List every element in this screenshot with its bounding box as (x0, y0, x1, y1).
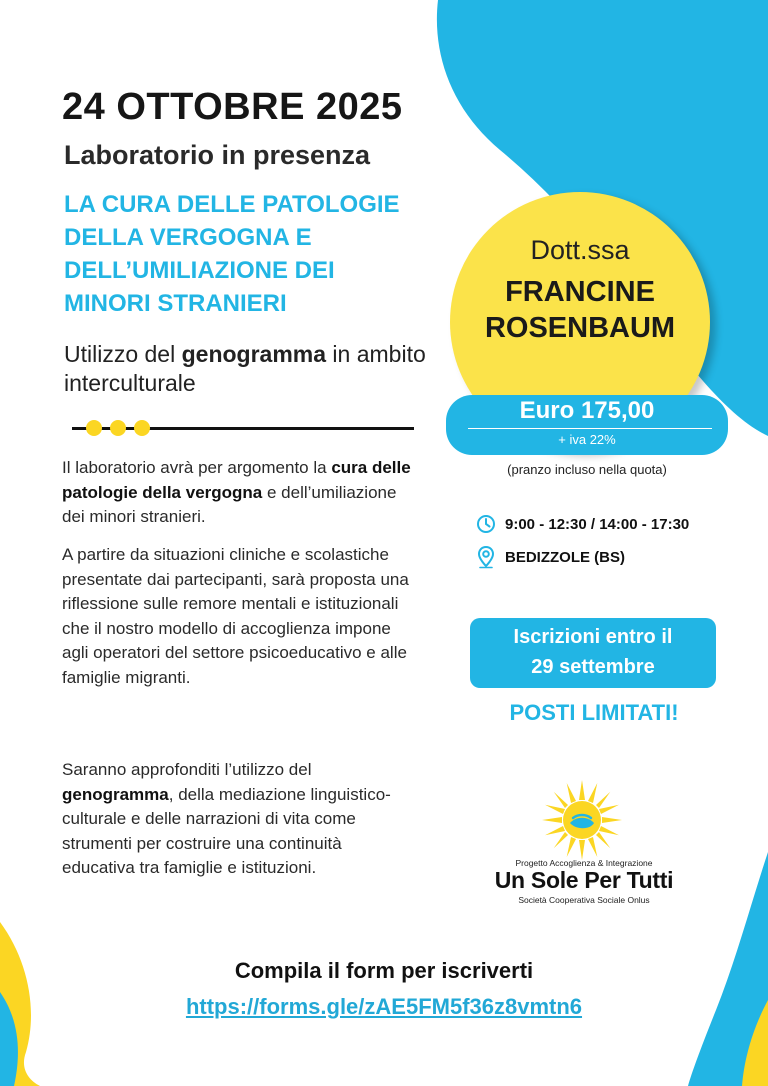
logo-tagline: Progetto Accoglienza & Integrazione (515, 858, 653, 868)
logo-name: Un Sole Per Tutti (494, 867, 674, 893)
genogram-pre: Utilizzo del (64, 341, 182, 367)
price-note: (pranzo incluso nella quota) (507, 462, 667, 477)
topic-line: DELLA VERGOGNA E (64, 224, 312, 251)
event-format: Laboratorio in presenza (64, 140, 371, 170)
divider-with-dots (72, 418, 414, 438)
speaker-title: Dott.ssa (530, 235, 630, 265)
para3-pre: Saranno approfonditi l’utilizzo del (62, 760, 312, 779)
registration-line-1: Iscrizioni entro il (513, 626, 673, 648)
map-pin-icon (476, 545, 496, 569)
para1-post: e dell’umiliazione dei minori stranieri. (62, 482, 397, 526)
para3-bold: genogramma (62, 784, 169, 804)
registration-line-2: 29 settembre (531, 656, 655, 678)
genogram-post: in ambito interculturale (64, 341, 426, 396)
speaker-last-name: ROSENBAUM (484, 312, 676, 344)
description-paragraph-1 (62, 456, 412, 530)
form-link[interactable]: https://forms.gle/zAE5FM5f36z8vmtn6 (185, 994, 583, 1019)
location-row (476, 545, 625, 569)
topic-line: LA CURA DELLE PATOLOGIE (64, 191, 400, 218)
schedule-text: 9:00 - 12:30 / 14:00 - 17:30 (505, 515, 690, 533)
schedule-row (476, 514, 689, 534)
description-paragraph-2: A partire da situazioni cliniche e scolastiche presentate dai partecipanti, sarà proposta una riflessione sulle remore mentali e istituzionali che il nostro modello di accoglienza impone agli operatori del settore psicoeducativo e alle famiglie migranti. (62, 545, 409, 687)
genogram-bold: genogramma (181, 341, 327, 367)
registration-deadline (470, 622, 716, 682)
price-divider (468, 428, 712, 429)
limited-seats: POSTI LIMITATI! (509, 700, 679, 725)
divider-dot (134, 420, 150, 436)
speaker-name (460, 274, 700, 346)
price-vat: + iva 22% (558, 432, 616, 447)
topic-line: MINORI STRANIERI (64, 290, 287, 317)
speaker-first-name: FRANCINE (505, 276, 655, 308)
clock-icon (476, 514, 496, 534)
description-paragraph-3 (62, 758, 412, 881)
divider-dot (86, 420, 102, 436)
location-text: BEDIZZOLE (BS) (505, 548, 625, 566)
para1-bold: cura delle patologie della vergogna (62, 458, 411, 502)
para1-pre: Il laboratorio avrà per argomento la (62, 458, 332, 477)
price-amount: Euro 175,00 (519, 397, 655, 424)
topic-line: DELL’UMILIAZIONE DEI (64, 257, 335, 284)
event-topic (64, 188, 474, 320)
para3-post: , della mediazione linguistico-culturale e delle narrazioni di vita come strumenti per costruire una continuità educativa tra famiglie e istituzioni. (62, 784, 391, 877)
sun-logo-icon (540, 778, 624, 862)
event-date: 24 OTTOBRE 2025 (62, 86, 403, 128)
form-call-to-action: Compila il form per iscriverti (234, 958, 534, 983)
divider-dot (110, 420, 126, 436)
genogram-subtitle (64, 340, 444, 398)
logo-subtitle: Società Cooperativa Sociale Onlus (518, 895, 650, 905)
